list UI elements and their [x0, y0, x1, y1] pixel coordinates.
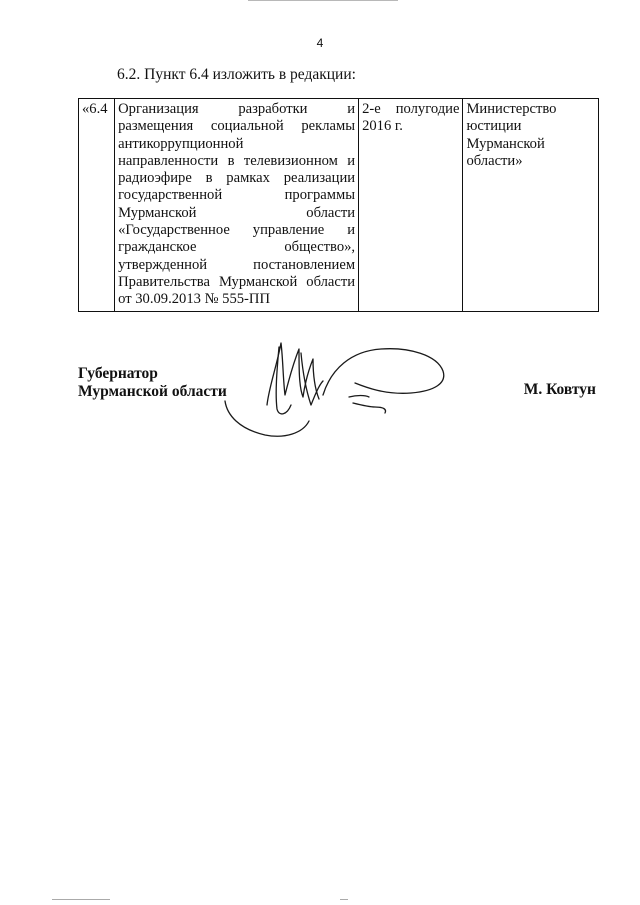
amendment-intro: 6.2. Пункт 6.4 изложить в редакции: — [117, 66, 356, 83]
amendment-table — [78, 98, 599, 312]
position-line: Мурманской области — [78, 383, 227, 400]
handwritten-signature — [215, 335, 455, 445]
signatory-name: М. Ковтун — [523, 381, 596, 398]
description-line: государственной программы — [118, 187, 356, 204]
term-cell: 2-е полугодие 2016 г. — [359, 99, 463, 312]
description-line: от 30.09.2013 № 555-ПП — [118, 291, 270, 308]
responsible-line: Мурманской — [466, 135, 545, 152]
table-row — [79, 99, 599, 312]
description-line: радиоэфире в рамках реализации — [118, 170, 356, 187]
signatory-position — [78, 365, 227, 401]
description-line: Мурманской области — [118, 204, 356, 221]
description-line: антикоррупционной — [118, 135, 244, 152]
description-line: гражданское общество», — [118, 239, 356, 256]
description-line: направленности в телевизионном и — [118, 152, 356, 169]
responsible-cell — [463, 99, 599, 312]
bottom-scan-rule — [52, 899, 110, 900]
description-line: утвержденной постановлением — [118, 256, 356, 273]
position-line: Губернатор — [78, 365, 158, 382]
description-line: Организация разработки и — [118, 101, 356, 117]
item-description-cell — [115, 99, 359, 312]
top-scan-rule — [248, 0, 398, 1]
description-line: «Государственное управление и — [118, 222, 356, 239]
description-line: размещения социальной рекламы — [118, 118, 356, 135]
description-line: Правительства Мурманской области — [118, 273, 356, 290]
responsible-line: Министерство — [466, 101, 557, 117]
bottom-scan-mark — [340, 899, 348, 900]
responsible-line: области» — [466, 152, 523, 169]
page-number: 4 — [316, 36, 324, 50]
item-number-cell: «6.4 — [79, 99, 115, 312]
responsible-line: юстиции — [466, 118, 522, 135]
